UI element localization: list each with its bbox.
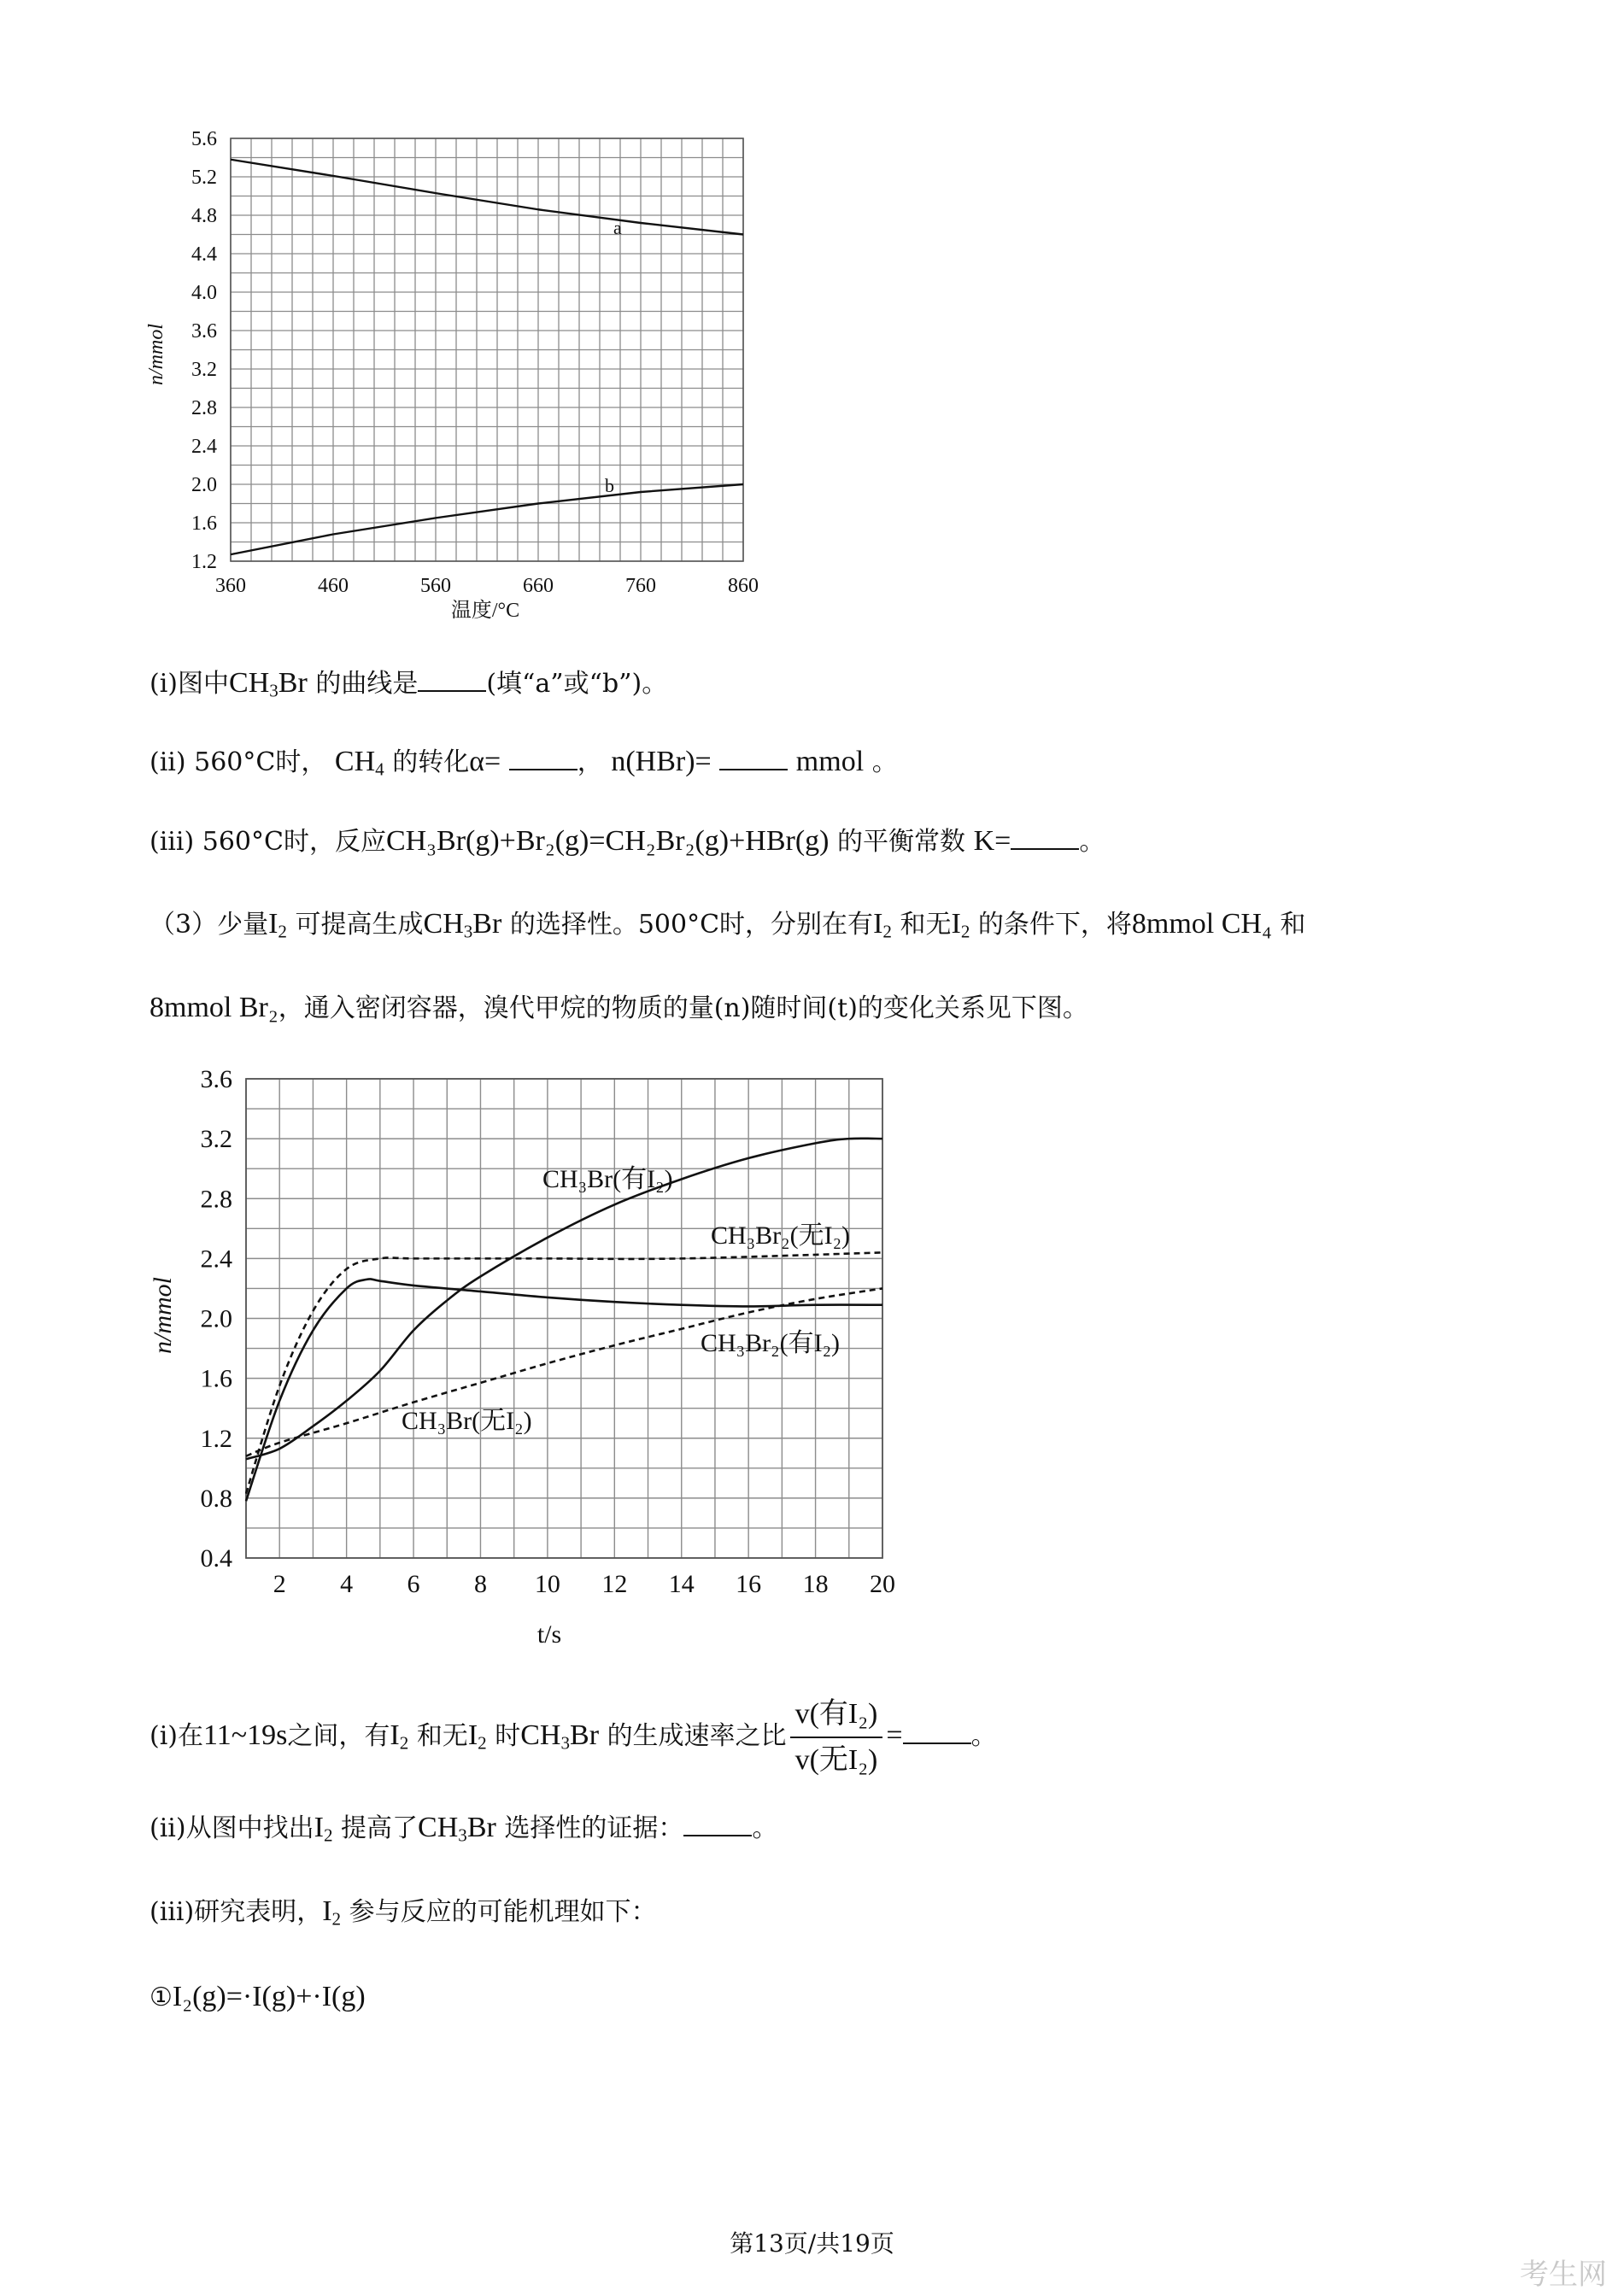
x-tick-label: 18 — [802, 1570, 829, 1598]
y-tick-label: 1.6 — [191, 512, 217, 535]
y-tick-label: 5.2 — [191, 167, 217, 189]
x-tick-label: 14 — [668, 1570, 695, 1598]
question-2-iii: (iii) 560°C时，反应CH₃Br(g)+Br₂(g)=CH₂Br₂(g)+HBr(g) 的平衡常数 K= 。 — [150, 825, 1105, 857]
label-ch3br-with-i2: CH₃Br(有I₂) — [542, 1165, 673, 1193]
question-2-ii: (ii) 560°C时， $CH_4$ 的转化α= ， n(HBr)= mmol 。 — [150, 746, 898, 780]
x-tick-label: 6 — [407, 1570, 420, 1598]
series-line-b — [231, 484, 743, 554]
x-tick-label: 4 — [340, 1570, 354, 1598]
question-3-i: (i)在11~19s之间，有$I_2$ 和无$I_2$ 时$CH_3Br$ 的生成速率之比 $\frac{\text{v(有I₂)}}{\text{v(无I₂)}}$ = 。 — [150, 1696, 997, 1779]
y-tick-label: 3.6 — [191, 320, 217, 343]
answer-blank[interactable] — [418, 668, 486, 692]
x-tick-label: 2 — [273, 1570, 286, 1598]
x-tick-label: 560 — [420, 575, 451, 597]
y-tick-label: 2.8 — [200, 1185, 232, 1214]
series-a-label: a — [613, 217, 622, 238]
x-tick-label: 12 — [601, 1570, 628, 1598]
y-tick-label: 2.8 — [191, 397, 217, 419]
y-tick-label: 5.6 — [191, 128, 217, 150]
chart2-x-axis-label: t/s — [536, 1620, 562, 1649]
y-tick-label: 0.8 — [200, 1484, 232, 1513]
y-tick-label: 4.4 — [191, 243, 217, 266]
x-tick-label: 460 — [318, 575, 349, 597]
answer-blank[interactable] — [509, 747, 577, 770]
label-ch3br2-without-i2: CH₃Br₂(无I₂) — [711, 1221, 851, 1250]
y-tick-label: 3.6 — [200, 1065, 232, 1093]
question-3-ii: (ii)从图中找出$I_2$ 提高了$CH_3Br$ 选择性的证据： 。 — [150, 1812, 778, 1846]
y-tick-label: 3.2 — [191, 359, 217, 381]
series-b-label: b — [605, 475, 614, 496]
answer-blank[interactable] — [903, 1720, 971, 1744]
chart2-grid — [246, 1079, 882, 1558]
x-tick-label: 660 — [523, 575, 554, 597]
y-tick-label: 2.4 — [191, 436, 217, 458]
temperature-chart — [0, 0, 1624, 649]
x-tick-label: 360 — [215, 575, 246, 597]
x-tick-label: 860 — [728, 575, 759, 597]
rate-ratio-fraction: $\frac{\text{v(有I₂)}}{\text{v(无I₂)}}$ — [790, 1696, 883, 1779]
y-tick-label: 4.8 — [191, 205, 217, 227]
label-ch3br2-with-i2: CH₃Br₂(有I₂) — [701, 1329, 841, 1357]
x-tick-label: 8 — [473, 1570, 487, 1598]
mechanism-step-1: ①I₂(g)=·I(g)+·I(g) — [150, 1981, 366, 2012]
y-tick-label: 3.2 — [200, 1125, 232, 1154]
time-chart — [0, 1051, 1624, 1666]
question-3-intro: （3）少量$I_2$ 可提高生成$CH_3Br$ 的选择性。500°C时，分别在有$I_2$ 和无$I_2$ 的条件下，将8mmol CH₄ 和 — [150, 908, 1306, 942]
question-3-intro-cont: 8mmol Br₂，通入密闭容器，溴代甲烷的物质的量(n)随时间(t)的变化关系见下图。 — [150, 992, 1088, 1023]
series-line-3 — [246, 1288, 882, 1456]
watermark-logo: 考生网 — [1520, 2258, 1607, 2292]
y-tick-label: 4.0 — [191, 282, 217, 304]
answer-blank[interactable] — [1011, 826, 1079, 850]
y-tick-label: 1.2 — [200, 1424, 232, 1453]
page-footer: 第13页/共19页 — [730, 2229, 894, 2258]
answer-blank[interactable] — [683, 1813, 752, 1836]
series-line-a — [231, 160, 743, 235]
y-tick-label: 2.4 — [200, 1245, 232, 1274]
question-2-i: (i)图中$CH_3Br$ 的曲线是 (填“a”或“b”)。 — [150, 667, 668, 701]
y-tick-label: 2.0 — [191, 474, 217, 496]
chart2-y-axis-label: n/mmol — [149, 1277, 177, 1354]
x-tick-label: 20 — [870, 1570, 895, 1598]
chart1-x-axis-label: 温度/°C — [450, 600, 520, 622]
y-tick-label: 1.2 — [191, 551, 217, 573]
x-tick-label: 760 — [625, 575, 656, 597]
label-ch3br-without-i2: CH₃Br(无I₂) — [402, 1407, 532, 1435]
answer-blank[interactable] — [719, 747, 788, 770]
x-tick-label: 16 — [736, 1570, 762, 1598]
question-3-iii: (iii)研究表明，$I_2$ 参与反应的可能机理如下： — [150, 1895, 657, 1930]
x-tick-label: 10 — [534, 1570, 560, 1598]
y-tick-label: 1.6 — [200, 1364, 232, 1393]
chart1-y-axis-label: n/mmol — [145, 324, 167, 385]
y-tick-label: 0.4 — [200, 1544, 232, 1573]
y-tick-label: 2.0 — [200, 1304, 232, 1333]
